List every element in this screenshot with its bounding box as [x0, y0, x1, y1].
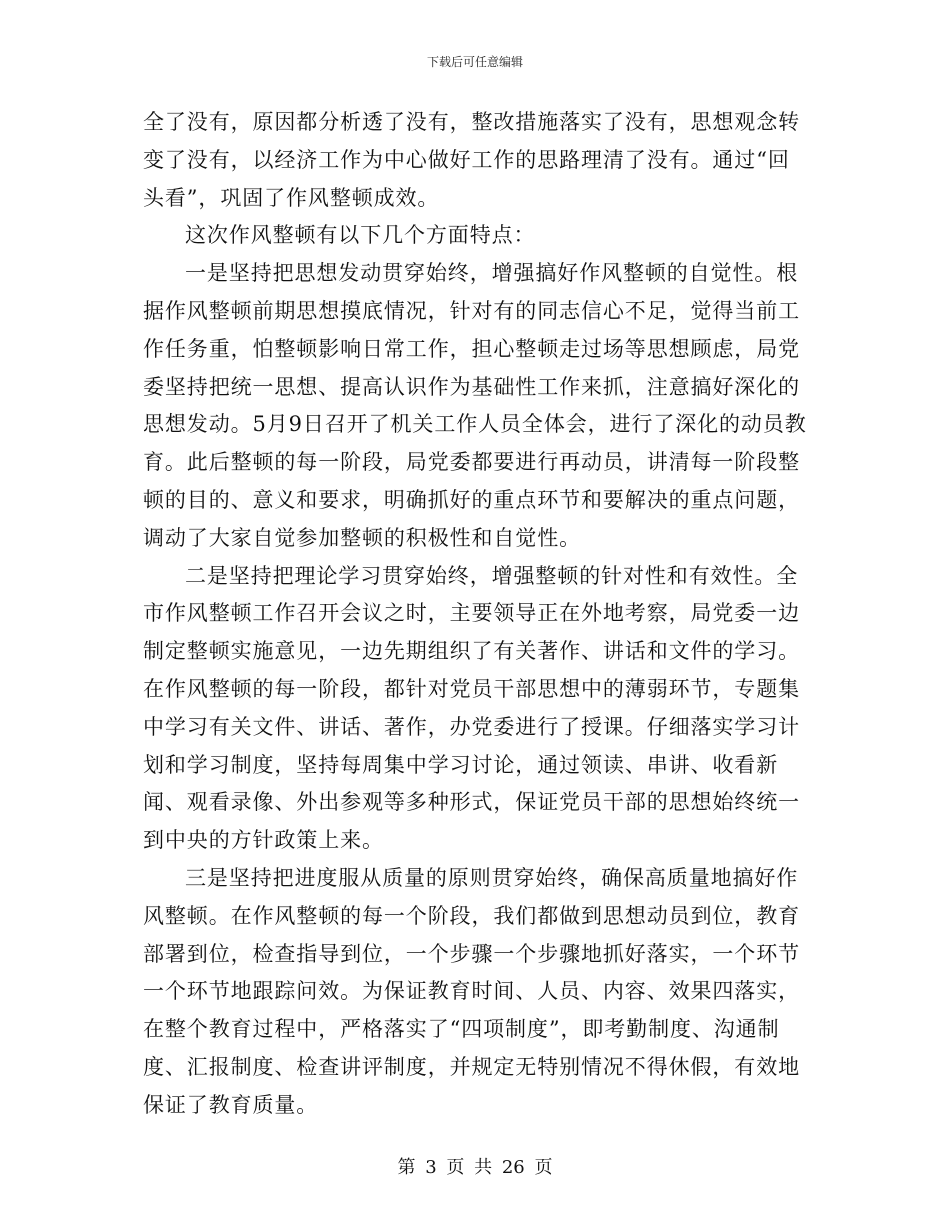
- page-footer: 第 3 页 共 26 页: [397, 1157, 553, 1178]
- page-header: 下载后可任意编辑: [426, 55, 523, 69]
- paragraph-point-2: 二是坚持把理论学习贯穿始终，增强整顿的针对性和有效性。全市作风整顿工作召开会议之时，主要领导正在外地考察，局党委一边制定整顿实施意见，一边先期组织了有关著作、讲话和文件的学习。在作风整顿的每一阶段，都针对党员干部思想中的薄弱环节，专题集中学习有关文件、讲话、著作，办党委进行了授课。仔细落实学习计划和学习制度，坚持每周集中学习讨论，通过领读、串讲、收看新闻、观看录像、外出参观等多种形式，保证党员干部的思想始终统一到中央的方针政策上来。: [143, 563, 800, 853]
- paragraph-point-3: 三是坚持把进度服从质量的原则贯穿始终，确保高质量地搞好作风整顿。在作风整顿的每一个阶段，我们都做到思想动员到位，教育部署到位，检查指导到位，一个步骤一个步骤地抓好落实，一个环节一个环节地跟踪问效。为保证教育时间、人员、内容、效果四落实，在整个教育过程中，严格落实了“四项制度”，即考勤制度、沟通制度、汇报制度、检查讲评制度，并规定无特别情况不得休假，有效地保证了教育质量。: [143, 865, 800, 1117]
- paragraph-intro: 这次作风整顿有以下几个方面特点：: [185, 223, 536, 248]
- paragraph-continuation: 全了没有，原因都分析透了没有，整改措施落实了没有，思想观念转变了没有，以经济工作为中心做好工作的思路理清了没有。通过“回头看”，巩固了作风整顿成效。: [143, 110, 800, 210]
- paragraph-point-1: 一是坚持把思想发动贯穿始终，增强搞好作风整顿的自觉性。根据作风整顿前期思想摸底情况，针对有的同志信心不足，觉得当前工作任务重，怕整顿影响日常工作，担心整顿走过场等思想顾虑，局党委坚持把统一思想、提高认识作为基础性工作来抓，注意搞好深化的思想发动。5月9日召开了机关工作人员全体会，进行了深化的动员教育。此后整顿的每一阶段，局党委都要进行再动员，讲清每一阶段整顿的目的、意义和要求，明确抓好的重点环节和要解决的重点问题，调动了大家自觉参加整顿的积极性和自觉性。: [143, 261, 807, 550]
- document-body: [143, 104, 809, 1125]
